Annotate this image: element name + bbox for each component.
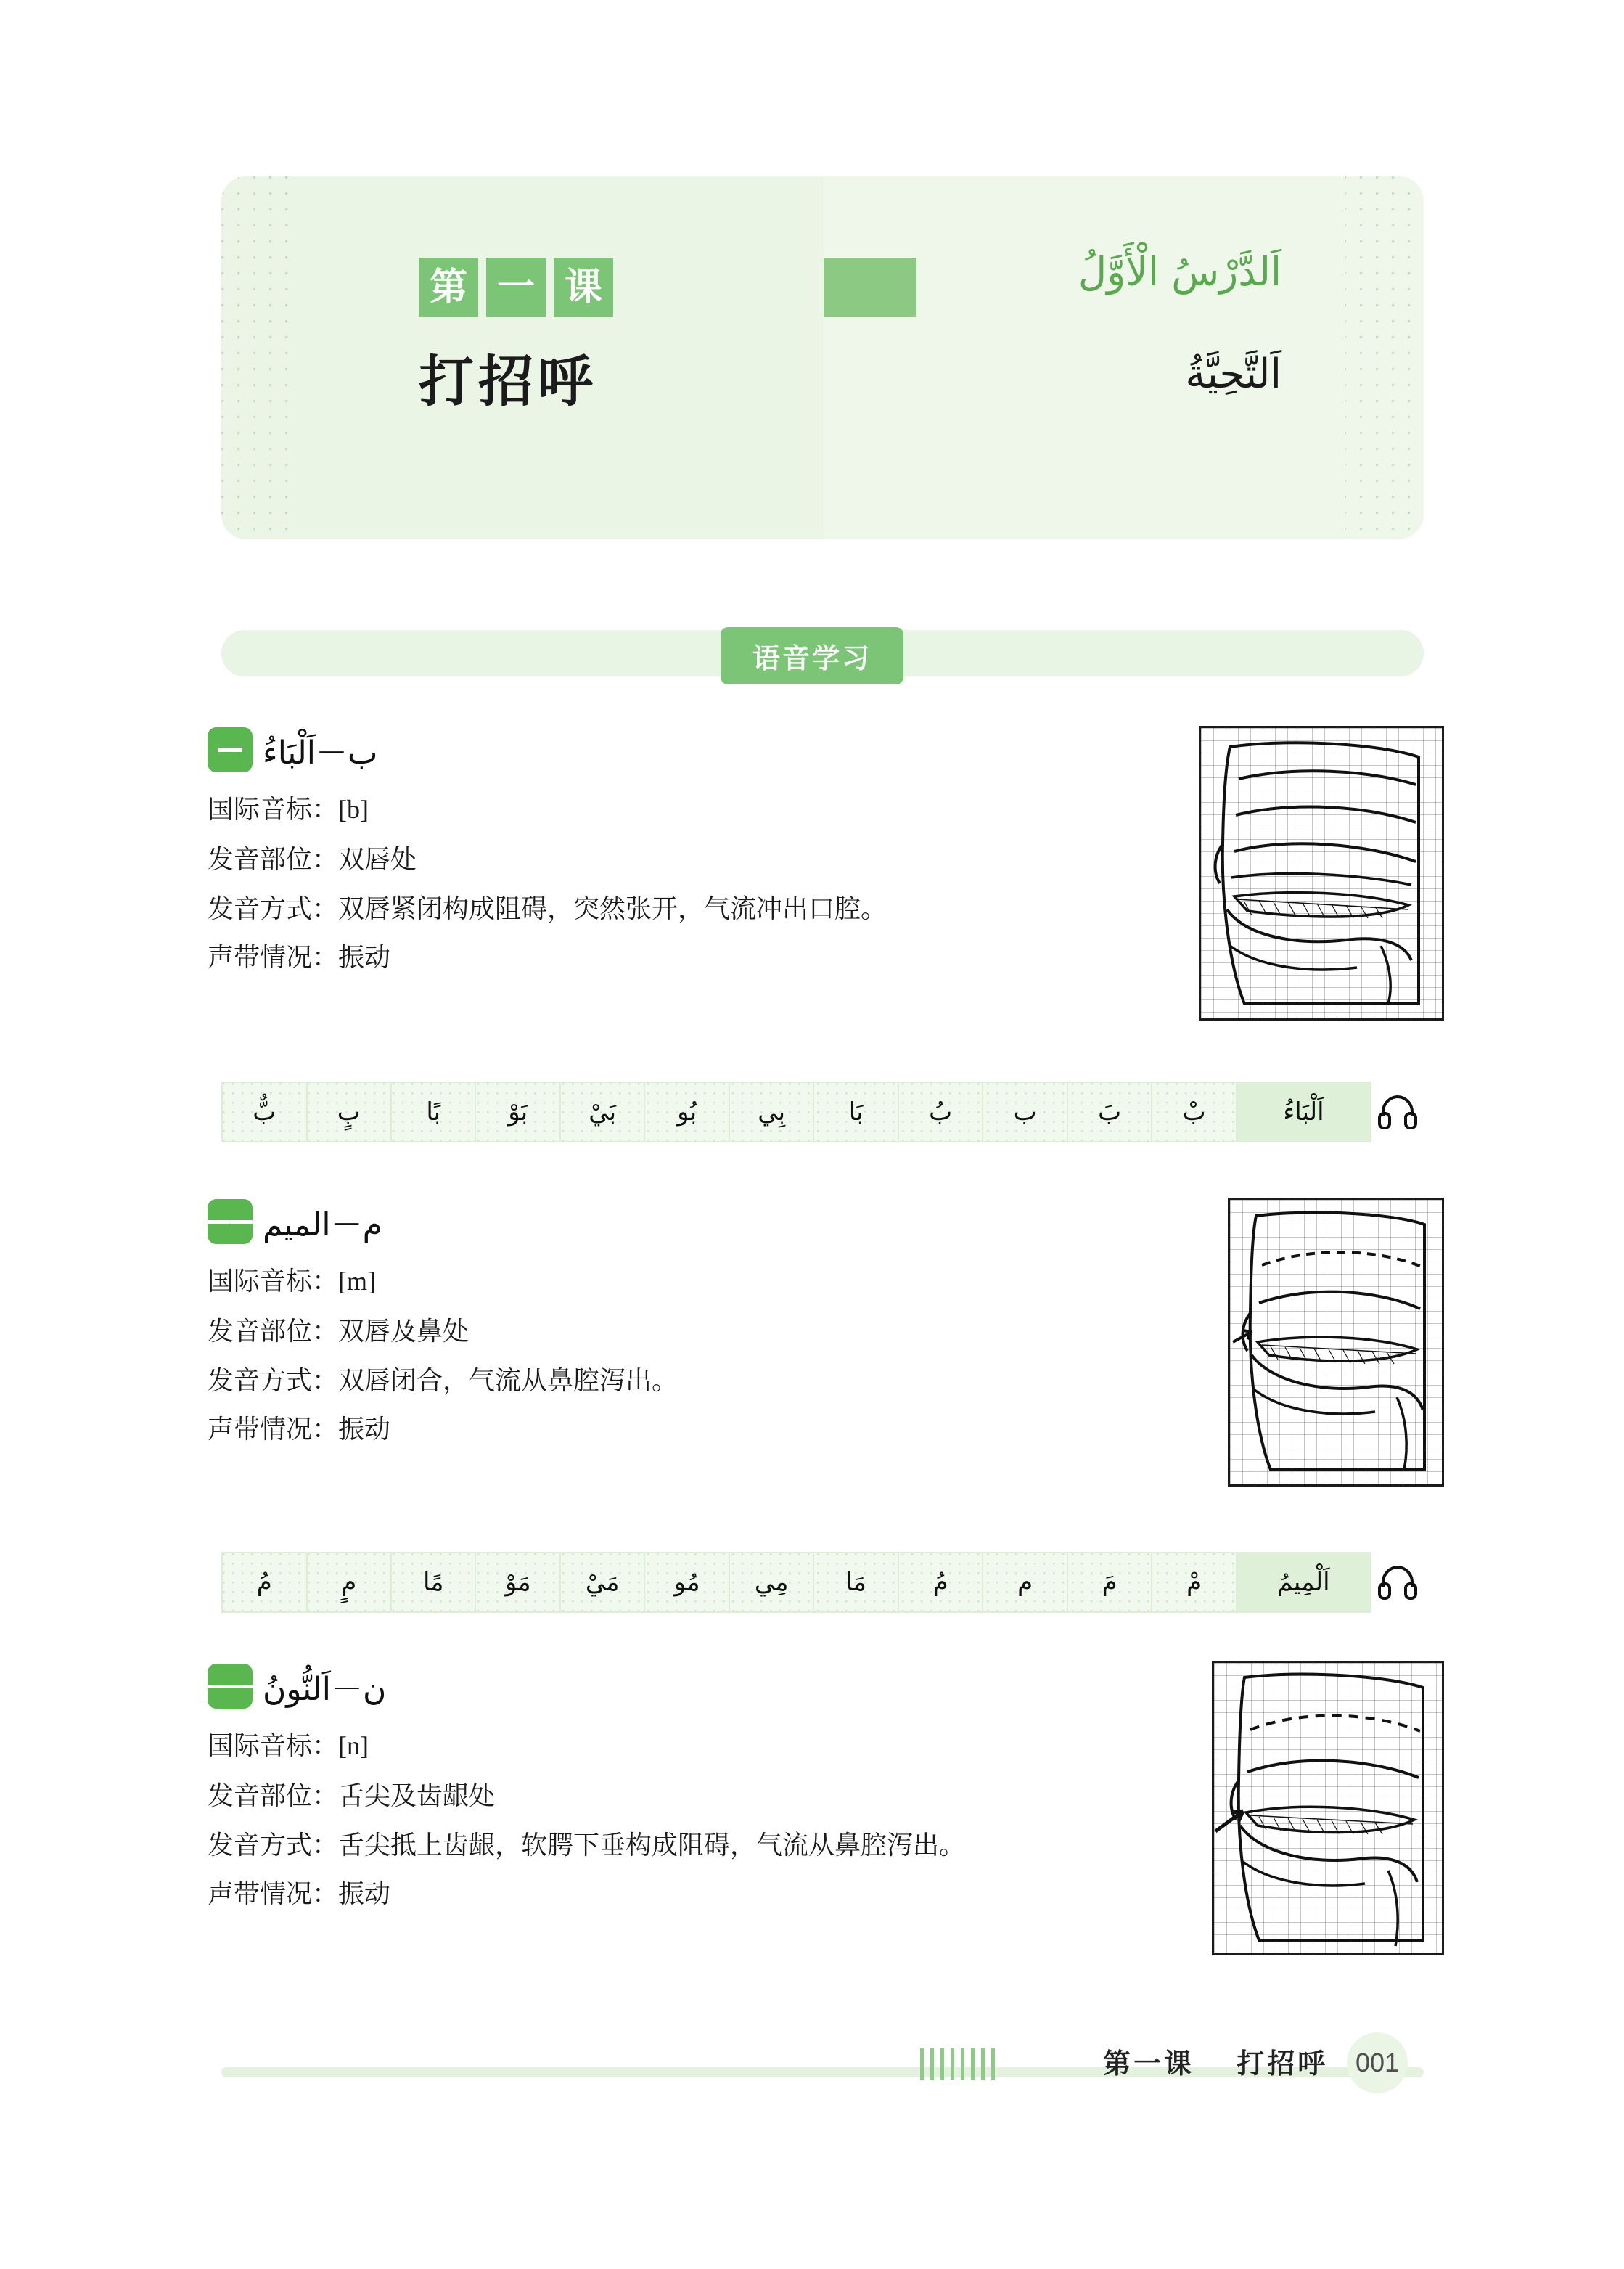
strip-cell[interactable]: مَ [1067,1553,1151,1611]
lesson-title-chinese: 打招呼 [419,351,597,413]
strip-cell[interactable]: مْ [1151,1553,1235,1611]
prop-value: [n] [338,1731,369,1760]
strip-cell[interactable]: بَيْ [559,1083,644,1141]
strip-lead-ba[interactable]: اَلْبَاءُ [1236,1083,1370,1141]
prop-label: 国际音标： [208,1730,339,1760]
prop-value: [m] [338,1267,376,1296]
mouth-diagram-svg-nun [1214,1663,1442,1953]
lesson-number-tiles [419,258,613,317]
mouth-cross-section-ba-diagram [1199,726,1444,1021]
strip-cell[interactable]: بَا [813,1083,897,1141]
strip-cell[interactable]: مِي [729,1553,813,1611]
prop-value: 双唇及鼻处 [338,1315,469,1346]
lesson-tile-2: 一 [486,258,546,317]
entry-title-mim: م－الميم [263,1206,382,1243]
prop-label: 声带情况： [208,1414,339,1444]
number-badge-two-icon [208,1199,253,1244]
prop-label: 发音方式： [208,1365,339,1395]
prop-value: 舌尖抵上齿龈，软腭下垂构成阻碍，气流从鼻腔泻出。 [338,1829,966,1860]
strip-cell[interactable]: مُ [898,1553,982,1611]
strip-cell[interactable]: مًا [390,1553,475,1611]
prop-label: 国际音标： [208,794,339,824]
strip-cell[interactable]: مٍ [306,1553,390,1611]
strip-cell[interactable]: مُ [256,1568,272,1597]
mouth-diagram-svg-mim [1230,1200,1442,1484]
strip-cell[interactable]: بٍ [306,1083,390,1141]
prop-label: 声带情况： [208,942,339,973]
prop-label: 发音部位： [208,843,339,874]
prop-value: 振动 [338,1414,391,1444]
mouth-cross-section-mim-diagram [1228,1198,1444,1487]
lesson-header-banner [221,176,1424,539]
strip-cell[interactable]: مُو [644,1553,728,1611]
prop-label: 发音部位： [208,1315,339,1346]
practice-strip-mim [221,1553,1424,1611]
strip-cell[interactable]: م [982,1553,1066,1611]
practice-strip-cells-mim [221,1552,1371,1613]
prop-value: 双唇闭合，气流从鼻腔泻出。 [338,1365,678,1395]
strip-cell[interactable]: مَيْ [559,1553,644,1611]
audio-headphones-icon-mim[interactable] [1371,1565,1424,1600]
strip-cell[interactable]: بٌّ [253,1097,276,1127]
lesson-subtitle-arabic: اَلتَّحِيَّةُ [1185,351,1281,398]
header-divider-block [824,258,916,317]
strip-cell[interactable]: بَوْ [475,1083,559,1141]
strip-cell[interactable]: بُو [644,1083,728,1141]
lesson-title-arabic: اَلدَّرْسُ الْأَوَّلُ [1078,249,1281,295]
entry-title-nun: ن－اَلنُّونُ [263,1671,387,1708]
entry-title-ba: ب－اَلْبَاءُ [263,735,378,772]
strip-cell[interactable]: مَوْ [475,1553,559,1611]
prop-value: 舌尖及齿龈处 [338,1780,496,1810]
strip-cell[interactable]: بًا [390,1083,475,1141]
strip-cell[interactable]: مَا [813,1553,897,1611]
prop-label: 声带情况： [208,1878,339,1909]
section-title-pill: 语音学习 [721,627,903,684]
lesson-tile-3: 课 [554,258,613,317]
footer-title: 打招呼 [1237,2049,1329,2080]
strip-cell[interactable]: بَ [1067,1083,1151,1141]
prop-value: 振动 [338,942,391,973]
strip-cell[interactable]: ب [982,1083,1066,1141]
page-number: 001 [1347,2032,1408,2093]
audio-headphones-icon-ba[interactable] [1371,1095,1424,1129]
banner-right-panel [824,176,1424,539]
practice-strip-ba [221,1083,1424,1141]
footer-ticks-decoration [920,2048,995,2080]
strip-cell[interactable]: بُ [898,1083,982,1141]
mouth-cross-section-nun-diagram [1212,1661,1444,1955]
footer-lesson-label [1103,2041,1328,2081]
prop-label: 发音方式： [208,893,339,923]
mouth-diagram-svg-ba [1201,728,1442,1018]
strip-lead-mim[interactable]: اَلْمِيمُ [1236,1553,1370,1611]
prop-value: 双唇紧闭构成阻碍，突然张开，气流冲出口腔。 [338,893,887,923]
strip-cell[interactable]: بْ [1151,1083,1235,1141]
prop-label: 发音部位： [208,1780,339,1810]
footer-lesson: 第一课 [1103,2049,1195,2080]
prop-value: 振动 [338,1878,391,1909]
lesson-tile-1: 第 [419,258,478,317]
number-badge-three-icon [208,1664,253,1709]
prop-label: 国际音标： [208,1266,339,1296]
practice-strip-cells-ba [221,1082,1371,1142]
prop-label: 发音方式： [208,1829,339,1860]
prop-value: [b] [338,795,369,824]
prop-value: 双唇处 [338,843,417,874]
number-badge-one-icon [208,727,253,772]
strip-cell[interactable]: بِي [729,1083,813,1141]
